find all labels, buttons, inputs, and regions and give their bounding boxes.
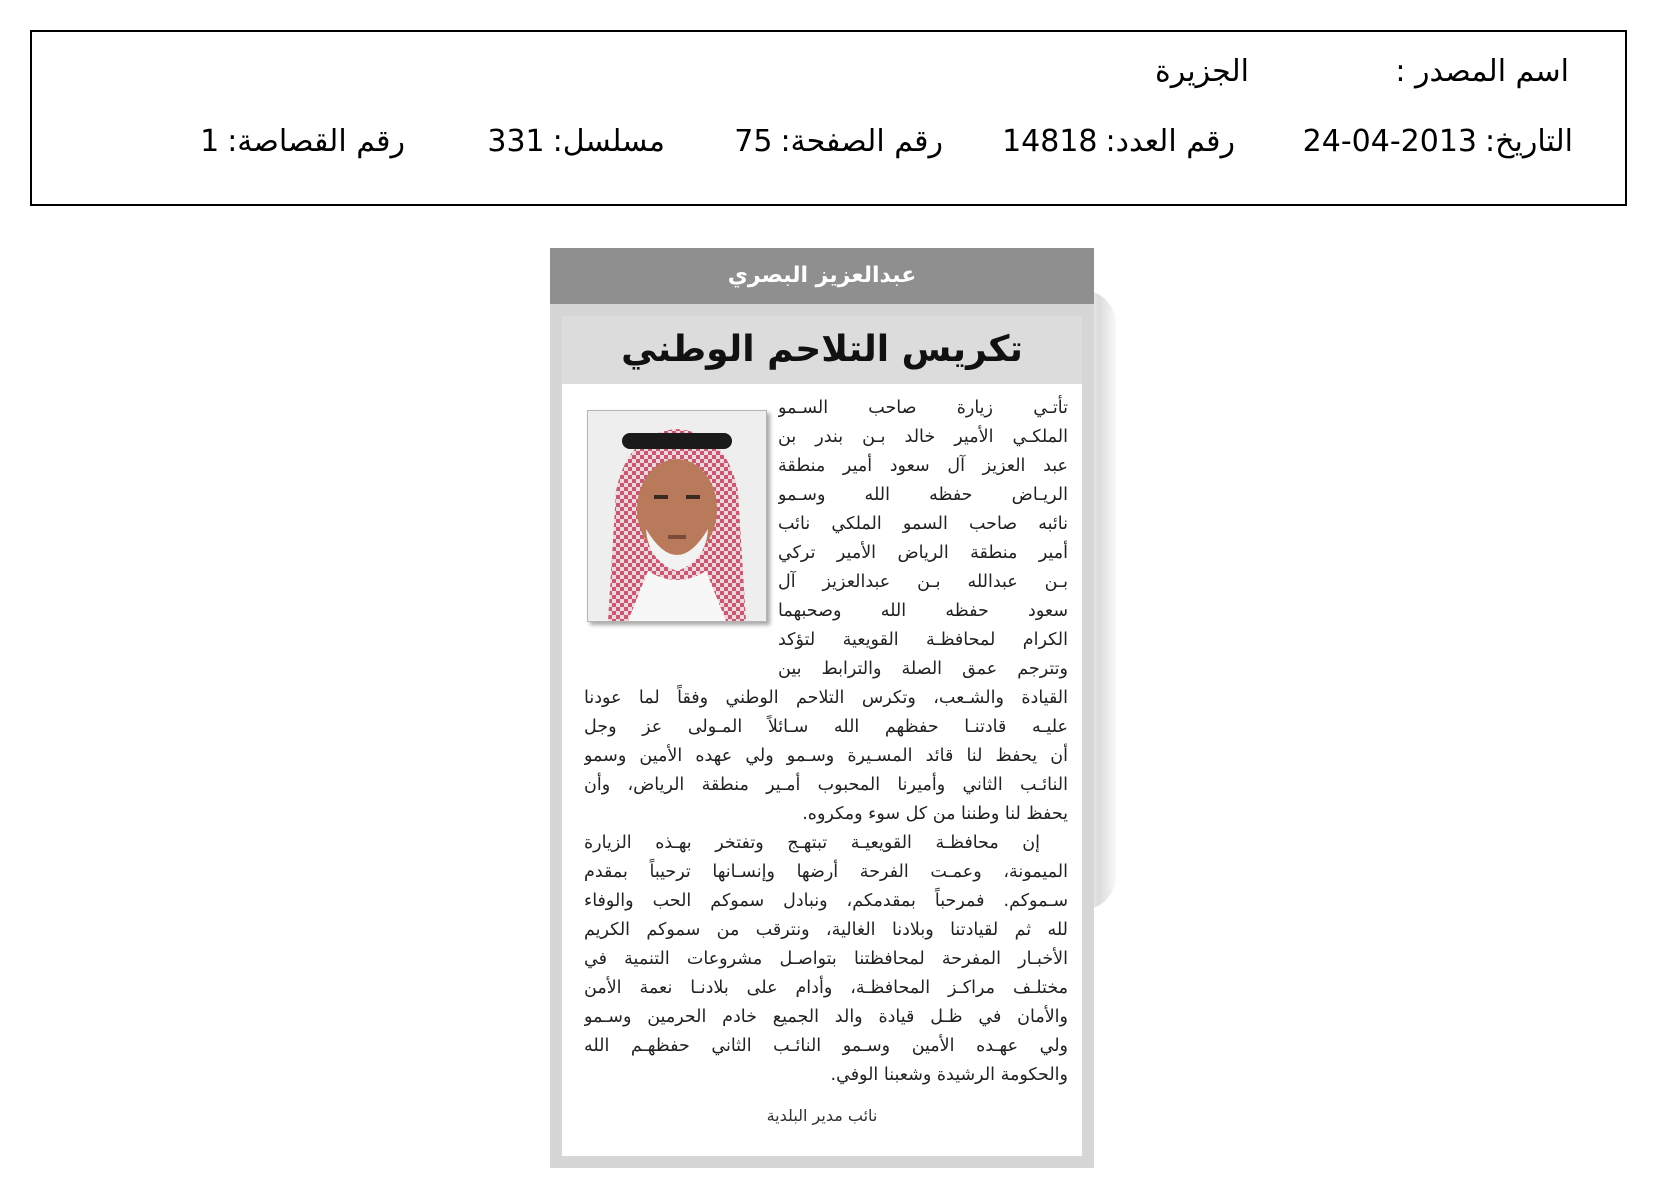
text-line: إن محافظـة القويعيـة تبتهـج وتفتخر بهـذه الزيارة	[584, 833, 1040, 853]
date-value: 2013-04-24	[1302, 124, 1478, 159]
clipping-metadata-box	[30, 30, 1627, 206]
page-field	[734, 122, 943, 162]
article-text-narrow	[778, 394, 1068, 684]
text-line: ولي عهـده الأمين وسـمو النائـب الثاني حفظهـم الله	[584, 1036, 1068, 1056]
text-line: الكرام لمحافظـة القويعية لتؤكد	[778, 630, 1068, 650]
article-title: تكريس التلاحم الوطني	[621, 329, 1023, 370]
issue-value: 14818	[1002, 124, 1098, 159]
text-line: يحفظ لنا وطننا من كل سوء ومكروه.	[802, 804, 1068, 824]
text-line: الملكـي الأمير خالد بـن بندر بن	[778, 427, 1068, 447]
source-value: الجزيرة	[1154, 54, 1249, 89]
page-label: رقم الصفحة:	[780, 124, 943, 159]
issue-label: رقم العدد:	[1105, 124, 1235, 159]
text-line: بـن عبدالله بـن عبدالعزيز آل	[778, 572, 1068, 592]
page-value: 75	[734, 124, 773, 159]
text-line: لله ثم لقيادتنا وبلادنا الغالية، ونترقب من سموكم الكريم	[584, 920, 1068, 940]
text-line: وتترجم عمق الصلة والترابط بين	[778, 659, 1068, 679]
article-body-panel	[562, 316, 1082, 1156]
text-line: الميمونة، وعمـت الفرحة أرضها وإنسـانها ترحيباً بمقدم	[584, 862, 1068, 882]
text-line: سعود حفظه الله وصحبهما	[778, 601, 1068, 621]
author-signature: نائب مدير البلدية	[766, 1106, 878, 1125]
text-line: سـموكم. فمرحباً بمقدمكم، ونبادل سموكم الحب والوفاء	[584, 891, 1068, 911]
newspaper-clipping	[550, 248, 1094, 1168]
clip-number-label: رقم القصاصة:	[227, 124, 405, 159]
text-line: النائـب الثاني وأميرنا المحبوب أمـير منطقة الرياض، وأن	[584, 775, 1068, 795]
serial-field	[487, 122, 665, 162]
author-name: عبدالعزيز البصري	[550, 248, 1094, 304]
serial-value: 331	[487, 124, 545, 159]
date-field	[1303, 122, 1573, 162]
serial-label: مسلسل:	[552, 124, 665, 159]
text-line: مختلـف مراكـز المحافظـة، وأدام على بلادنـا نعمة الأمن	[584, 978, 1068, 998]
source-field	[1395, 52, 1569, 92]
text-line: الريـاض حفظه الله وسـمو	[778, 485, 1068, 505]
issue-field	[1002, 122, 1235, 162]
text-line: أن يحفظ لنا قائد المسـيرة وسـمو ولي عهده الأمين وسمو	[584, 746, 1068, 766]
source-label: اسم المصدر :	[1395, 54, 1569, 89]
clip-number-value: 1	[200, 124, 220, 159]
text-line: القيادة والشـعب، وتكرس التلاحم الوطني وفقاً لما عودنا	[584, 688, 1068, 708]
text-line: عبد العزيز آل سعود أمير منطقة	[778, 456, 1068, 476]
portrait-icon	[587, 410, 767, 622]
clip-number-field	[200, 122, 405, 162]
text-line: أمير منطقة الرياض الأمير تركي	[778, 543, 1068, 563]
text-line: والحكومة الرشيدة وشعبنا الوفي.	[830, 1065, 1068, 1085]
text-line: نائبه صاحب السمو الملكي نائب	[778, 514, 1068, 534]
text-line: تأتـي زيارة صاحب السـمو	[778, 398, 1068, 418]
text-line: عليـه قادتنـا حفظهم الله سـائلاً المـولى عز وجل	[584, 717, 1068, 737]
text-line: الأخبـار المفرحة لمحافظتنا بتواصـل مشروعات التنمية في	[584, 949, 1068, 969]
text-line: والأمان في ظـل قيادة والد الجميع خادم الحرمين وسـمو	[584, 1007, 1068, 1027]
date-label: التاريخ:	[1485, 124, 1573, 159]
article-text-wide	[584, 684, 1068, 1090]
